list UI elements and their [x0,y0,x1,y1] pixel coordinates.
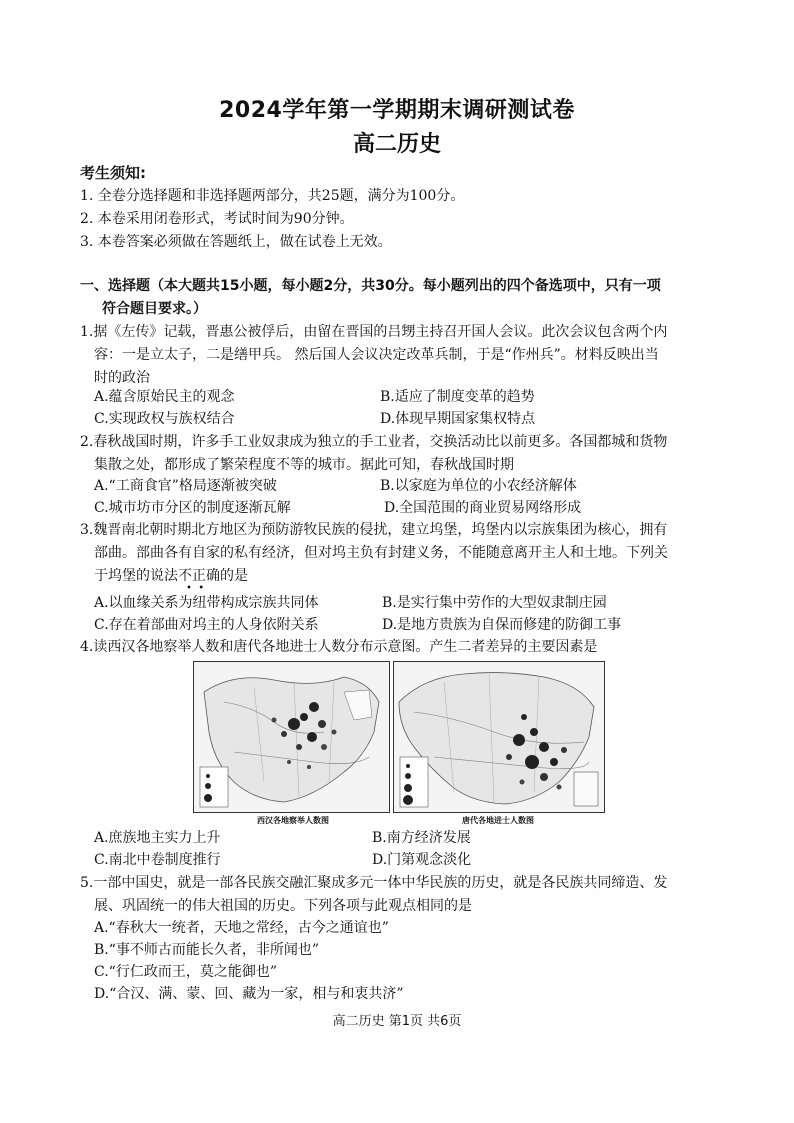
section-heading-cont: 符合题目要求。） [102,301,207,317]
map-caption-western-han: 西汉各地察举人数图 [257,816,329,825]
question-5-option-a: A.“春秋大一统者，天地之常经，古今之通谊也” [94,920,389,936]
question-1-option-d: D.体现早期国家集权特点 [380,411,536,427]
question-5-stem: 展、巩固统一的伟大祖国的历史。下列各项与此观点相同的是 [94,898,472,914]
question-1-option-c: C.实现政权与族权结合 [94,411,235,427]
section-heading: 一、选择题（本大题共15小题，每小题2分，共30分。每小题列出的四个备选项中，只有一项 [80,278,661,294]
question-4-option-d: D.门第观念淡化 [372,852,472,868]
question-5-option-d: D.“合汉、满、蒙、回、藏为一家，相与和衷共济” [94,986,404,1002]
question-5-stem: 5.一部中国史，就是一部各民族交融汇聚成多元一体中华民族的历史，就是各民族共同缔造、发 [80,875,668,891]
question-3-option-b: B.是实行集中劳作的大型奴隶制庄园 [382,595,607,611]
question-2-stem: 集散之处，都形成了繁荣程度不等的城市。据此可知，春秋战国时期 [94,457,514,473]
notice-heading: 考生须知: [80,164,146,182]
exam-title: 2024学年第一学期期末调研测试卷 [219,98,575,123]
question-1-option-b: B.适应了制度变革的趋势 [380,389,535,405]
western-han-map [193,661,390,813]
question-2-option-d: D.全国范围的商业贸易网络形成 [384,500,582,516]
question-2-option-b: B.以家庭为单位的小农经济解体 [380,478,577,494]
question-4-option-c: C.南北中卷制度推行 [94,852,221,868]
question-3-stem: 于坞堡的说法不正确的是 [94,568,248,584]
page-footer: 高二历史 第1页 共6页 [332,1014,462,1029]
exam-subject: 高二历史 [352,132,441,157]
notice-item: 1. 全卷分选择题和非选择题两部分，共25题，满分为100分。 [80,188,465,204]
question-3-stem: 3.魏晋南北朝时期北方地区为预防游牧民族的侵扰，建立坞堡，坞堡内以宗族集团为核心，拥有 [80,522,668,538]
question-2-option-c: C.城市坊市分区的制度逐渐瓦解 [94,500,291,516]
question-1-stem: 时的政治 [94,370,150,386]
question-3-option-a: A.以血缘关系为纽带构成宗族共同体 [94,595,319,611]
question-4-stem: 4.读西汉各地察举人数和唐代各地进士人数分布示意图。产生二者差异的主要因素是 [80,639,598,655]
question-2-stem: 2.春秋战国时期，许多手工业奴隶成为独立的手工业者，交换活动比以前更多。各国都城和货物 [80,434,668,450]
question-4-option-b: B.南方经济发展 [372,830,471,846]
question-1-stem: 1.据《左传》记载，晋惠公被俘后，由留在晋国的吕甥主持召开国人会议。此次会议包含两个内 [80,324,668,340]
question-1-stem: 容：一是立太子，二是缮甲兵。 然后国人会议决定改革兵制，于是“作州兵”。材料反映出当 [94,347,659,363]
notice-item: 3. 本卷答案必须做在答题纸上，做在试卷上无效。 [80,234,392,250]
question-5-option-b: B.“事不师古而能长久者，非所闻也” [94,942,320,958]
question-4-maps [193,661,603,831]
question-3-stem: 部曲。部曲各有自家的私有经济，但对坞主负有封建义务，不能随意离开主人和土地。下列关 [94,545,668,561]
map-caption-tang: 唐代各地进士人数图 [462,816,534,825]
question-3-option-c: C.存在着部曲对坞主的人身依附关系 [94,617,319,633]
question-5-option-c: C.“行仁政而王，莫之能御也” [94,964,277,980]
question-1-option-a: A.蕴含原始民主的观念 [94,389,235,405]
notice-item: 2. 本卷采用闭卷形式，考试时间为90分钟。 [80,211,354,227]
question-4-option-a: A.庶族地主实力上升 [94,830,221,846]
question-2-option-a: A.“工商食官”格局逐渐被突破 [94,478,277,494]
question-3-option-d: D.是地方贵族为自保而修建的防御工事 [382,617,622,633]
tang-map [393,661,605,813]
emphasis-dots: • • [186,583,205,594]
